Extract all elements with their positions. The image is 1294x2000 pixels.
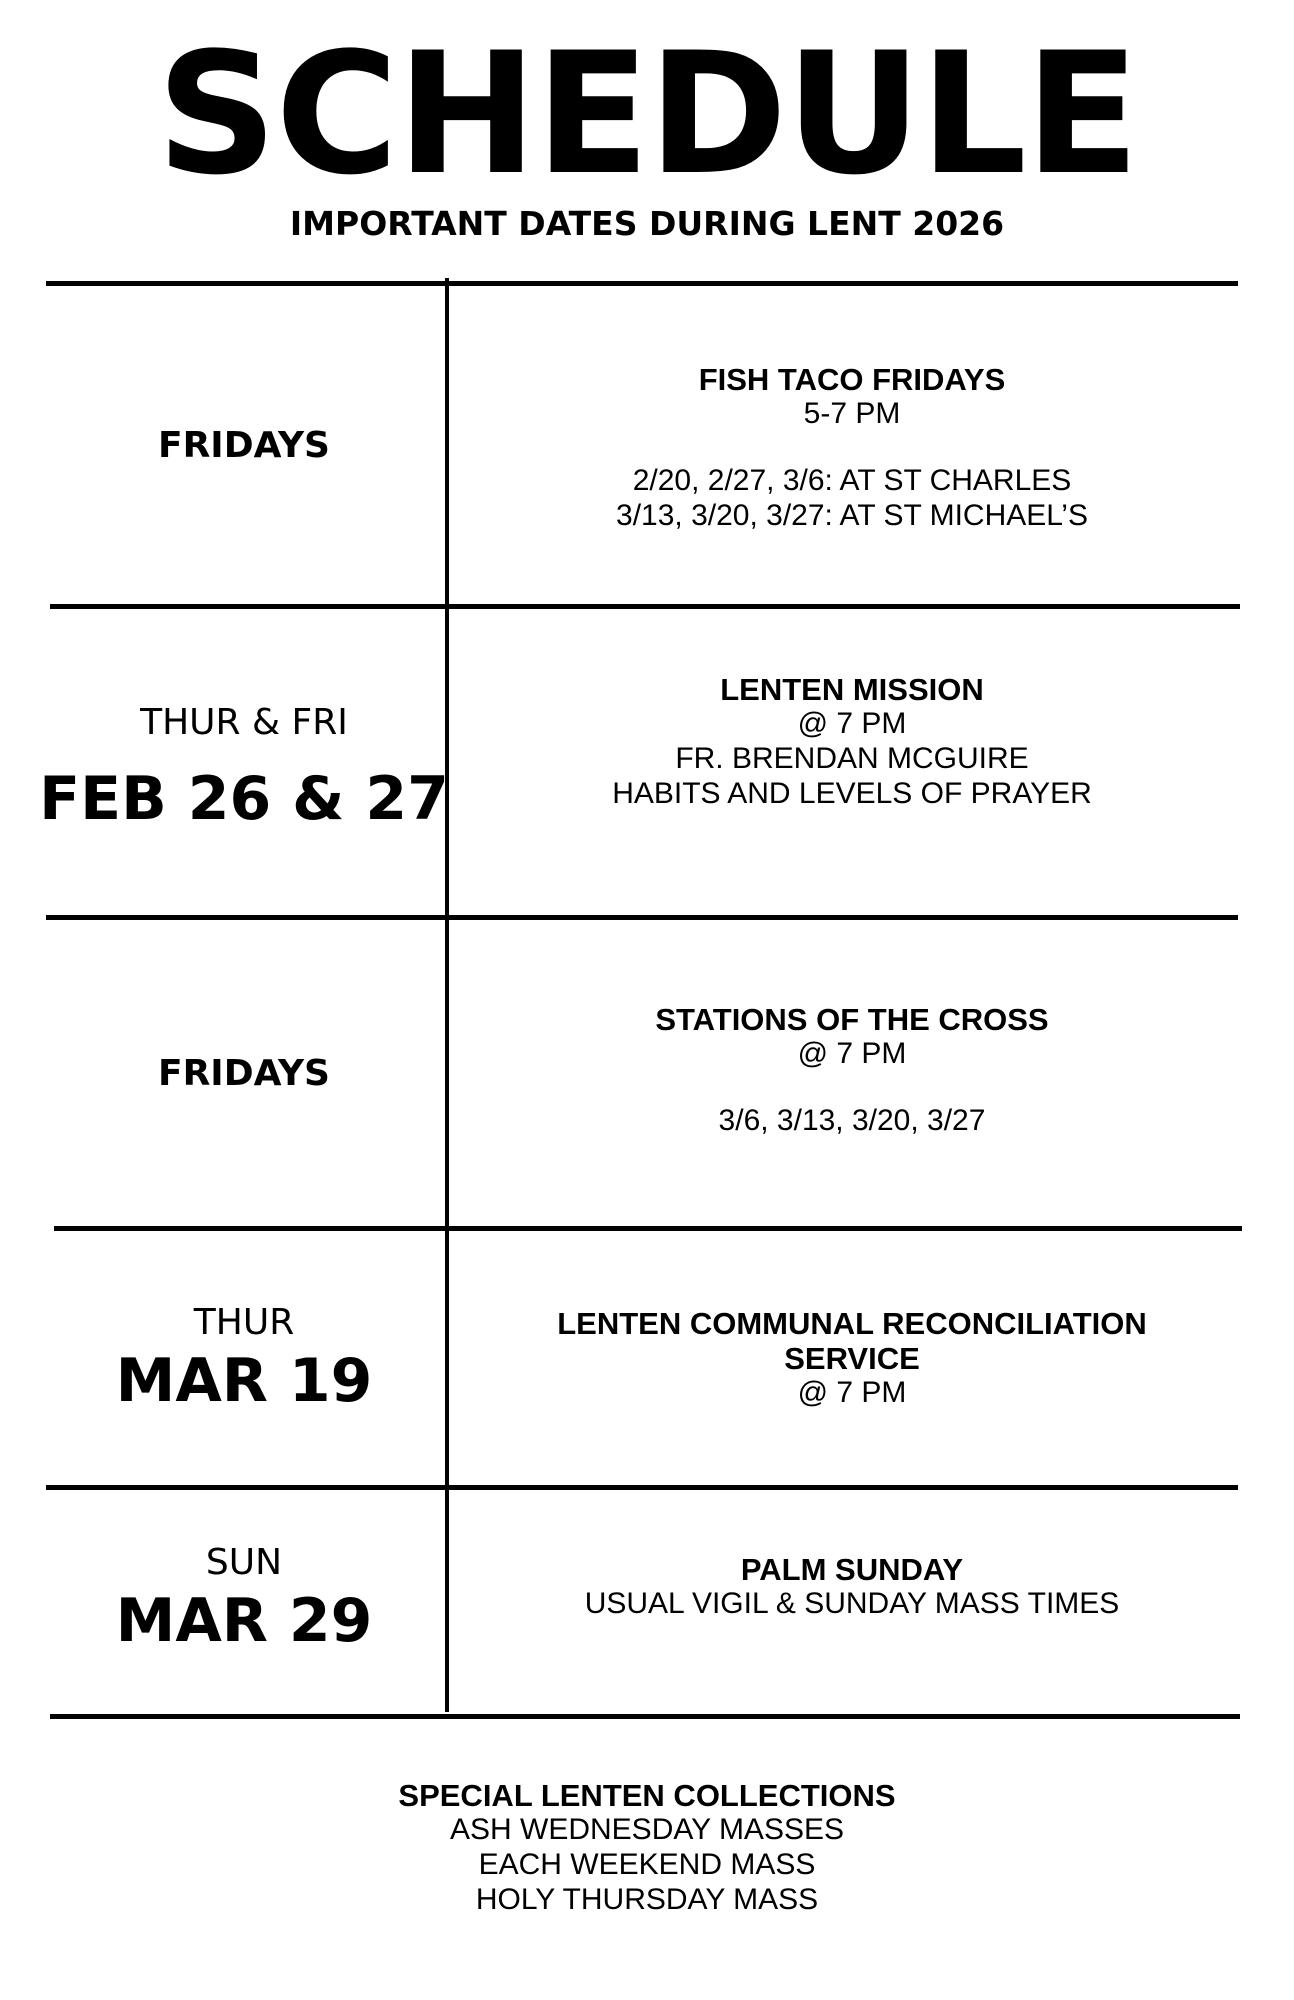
row-5-event bbox=[452, 1490, 1252, 1714]
row-2-event-time: @ 7 PM bbox=[797, 707, 907, 741]
row-1-event-time: 5-7 PM bbox=[803, 397, 901, 431]
row-5-date: MAR 29 bbox=[115, 1585, 373, 1656]
row-4-event-title-line-2: SERVICE bbox=[784, 1340, 920, 1376]
row-5-event-detail-1: USUAL VIGIL & SUNDAY MASS TIMES bbox=[584, 1587, 1120, 1621]
special-collections-title: SPECIAL LENTEN COLLECTIONS bbox=[398, 1778, 896, 1813]
row-1-event-title: FISH TACO FRIDAYS bbox=[698, 362, 1006, 398]
page-subtitle: IMPORTANT DATES DURING LENT 2026 bbox=[289, 204, 1005, 243]
row-4-day: THUR bbox=[193, 1301, 295, 1343]
row-5-day: SUN bbox=[205, 1541, 283, 1583]
row-4-date: MAR 19 bbox=[115, 1345, 373, 1416]
row-1-event bbox=[452, 286, 1252, 604]
row-2-event-detail-1: FR. BRENDAN MCGUIRE bbox=[675, 742, 1029, 776]
special-collections-line-3: HOLY THURSDAY MASS bbox=[475, 1882, 819, 1916]
row-3-event-detail-1: 3/6, 3/13, 3/20, 3/27 bbox=[718, 1103, 986, 1137]
row-5-when bbox=[46, 1490, 442, 1714]
row-3-when bbox=[46, 920, 442, 1226]
row-2-event-title: LENTEN MISSION bbox=[720, 672, 984, 708]
row-2-day: THUR & FRI bbox=[140, 701, 348, 743]
column-divider bbox=[445, 278, 449, 1712]
row-1-when bbox=[46, 286, 442, 604]
row-3-day: FRIDAYS bbox=[157, 1052, 330, 1094]
row-5-event-title: PALM SUNDAY bbox=[740, 1552, 964, 1588]
row-2-date: FEB 26 & 27 bbox=[39, 763, 449, 834]
page-title: SCHEDULE bbox=[156, 16, 1138, 212]
row-4-event-title-line-1: LENTEN COMMUNAL RECONCILIATION bbox=[557, 1305, 1147, 1341]
row-3-event-title: STATIONS OF THE CROSS bbox=[655, 1001, 1049, 1037]
row-2-event-detail-2: HABITS AND LEVELS OF PRAYER bbox=[612, 776, 1092, 810]
row-4-event-time: @ 7 PM bbox=[797, 1375, 907, 1409]
special-collections-line-1: ASH WEDNESDAY MASSES bbox=[450, 1813, 844, 1847]
row-2-when bbox=[39, 609, 449, 915]
special-collections-line-2: EACH WEEKEND MASS bbox=[478, 1847, 816, 1881]
row-1-event-detail-1: 2/20, 2/27, 3/6: AT ST CHARLES bbox=[632, 464, 1072, 498]
row-3-event bbox=[452, 920, 1252, 1226]
row-1-event-detail-2: 3/13, 3/20, 3/27: AT ST MICHAEL’S bbox=[616, 498, 1088, 532]
special-collections bbox=[0, 1778, 1294, 1917]
row-1-day: FRIDAYS bbox=[157, 424, 330, 466]
row-4-event bbox=[452, 1231, 1252, 1485]
row-3-event-time: @ 7 PM bbox=[797, 1036, 907, 1070]
row-divider-bottom bbox=[50, 1714, 1240, 1719]
row-4-when bbox=[46, 1231, 442, 1485]
row-2-event bbox=[452, 609, 1252, 915]
